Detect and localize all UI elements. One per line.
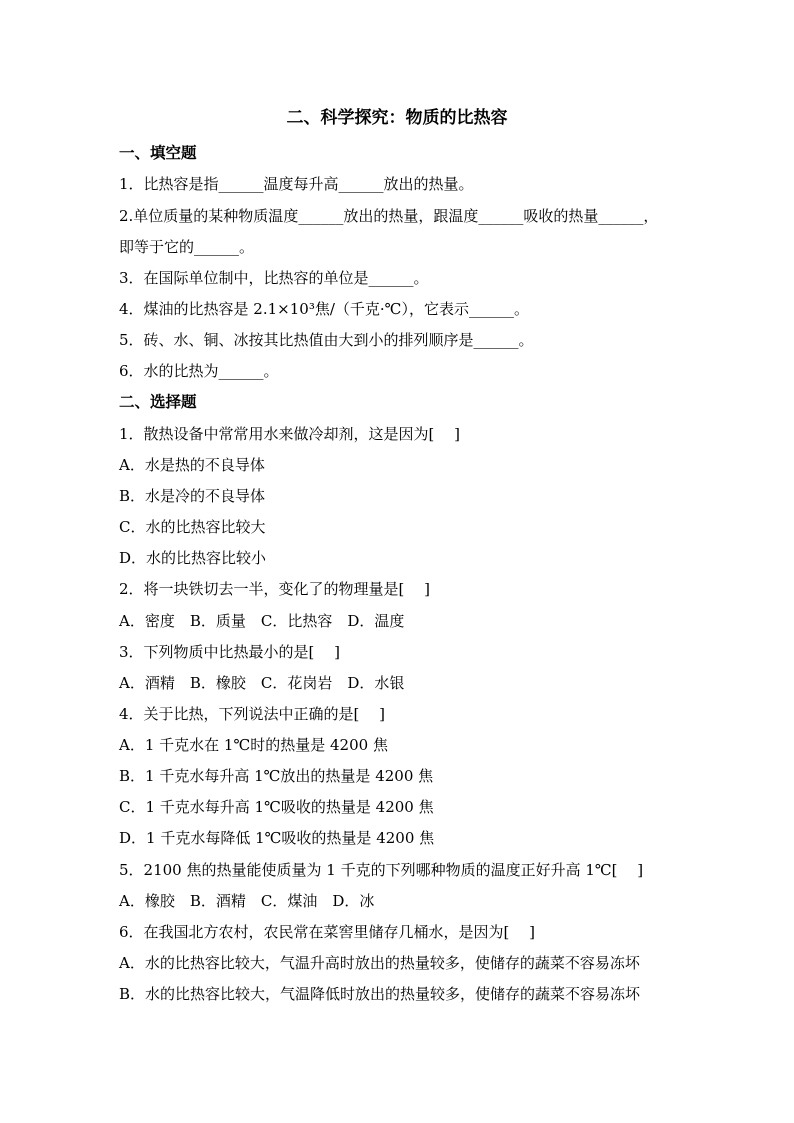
choice-question-3: 3．下列物质中比热最小的是[ ] (119, 643, 341, 661)
choice-option: C．1 千克水每升高 1℃吸收的热量是 4200 焦 (119, 798, 434, 816)
choice-question-4: 4．关于比热，下列说法中正确的是[ ] (119, 705, 386, 723)
choice-options-inline: A．酒精 B．橡胶 C．花岗岩 D．水银 (119, 674, 405, 692)
page-title: 二、科学探究：物质的比热容 (286, 108, 508, 128)
fill-question-2: 2.单位质量的某种物质温度______放出的热量，跟温度______吸收的热量______， (119, 207, 659, 225)
choice-question-6: 6．在我国北方农村，农民常在菜窖里储存几桶水，是因为[ ] (119, 923, 536, 941)
fill-question-3: 3．在国际单位制中，比热容的单位是______。 (119, 269, 429, 287)
choice-option: C．水的比热容比较大 (119, 518, 266, 536)
fill-question-5: 5．砖、水、铜、冰按其比热值由大到小的排列顺序是______。 (119, 331, 534, 349)
choice-option: A．水是热的不良导体 (119, 456, 265, 474)
fill-question-4: 4．煤油的比热容是 2.1×10³焦/（千克·℃），它表示______。 (119, 300, 529, 318)
fill-question-1: 1．比热容是指______温度每升高______放出的热量。 (119, 175, 474, 193)
choice-option: D．水的比热容比较小 (119, 549, 267, 567)
choice-options-inline: A．橡胶 B．酒精 C．煤油 D．冰 (119, 892, 375, 910)
section-heading-fill-in: 一、填空题 (119, 143, 197, 162)
choice-option: A．1 千克水在 1℃时的热量是 4200 焦 (119, 736, 388, 754)
choice-option: B．水是冷的不良导体 (119, 487, 266, 505)
choice-question-2: 2．将一块铁切去一半，变化了的物理量是[ ] (119, 580, 431, 598)
choice-question-5: 5．2100 焦的热量能使质量为 1 千克的下列哪种物质的温度正好升高 1℃[ ] (119, 861, 644, 879)
choice-options-inline: A．密度 B．质量 C．比热容 D．温度 (119, 612, 405, 630)
choice-option: B．水的比热容比较大，气温降低时放出的热量较多，使储存的蔬菜不容易冻坏 (119, 985, 641, 1003)
choice-question-1: 1．散热设备中常常用水来做冷却剂，这是因为[ ] (119, 425, 461, 443)
choice-option: A．水的比热容比较大，气温升高时放出的热量较多，使储存的蔬菜不容易冻坏 (119, 954, 640, 972)
fill-question-6: 6．水的比热为______。 (119, 362, 279, 380)
choice-option: D．1 千克水每降低 1℃吸收的热量是 4200 焦 (119, 829, 435, 847)
fill-question-2-continued: 即等于它的______。 (119, 238, 255, 256)
section-heading-multiple-choice: 二、选择题 (119, 392, 197, 411)
choice-option: B．1 千克水每升高 1℃放出的热量是 4200 焦 (119, 767, 434, 785)
